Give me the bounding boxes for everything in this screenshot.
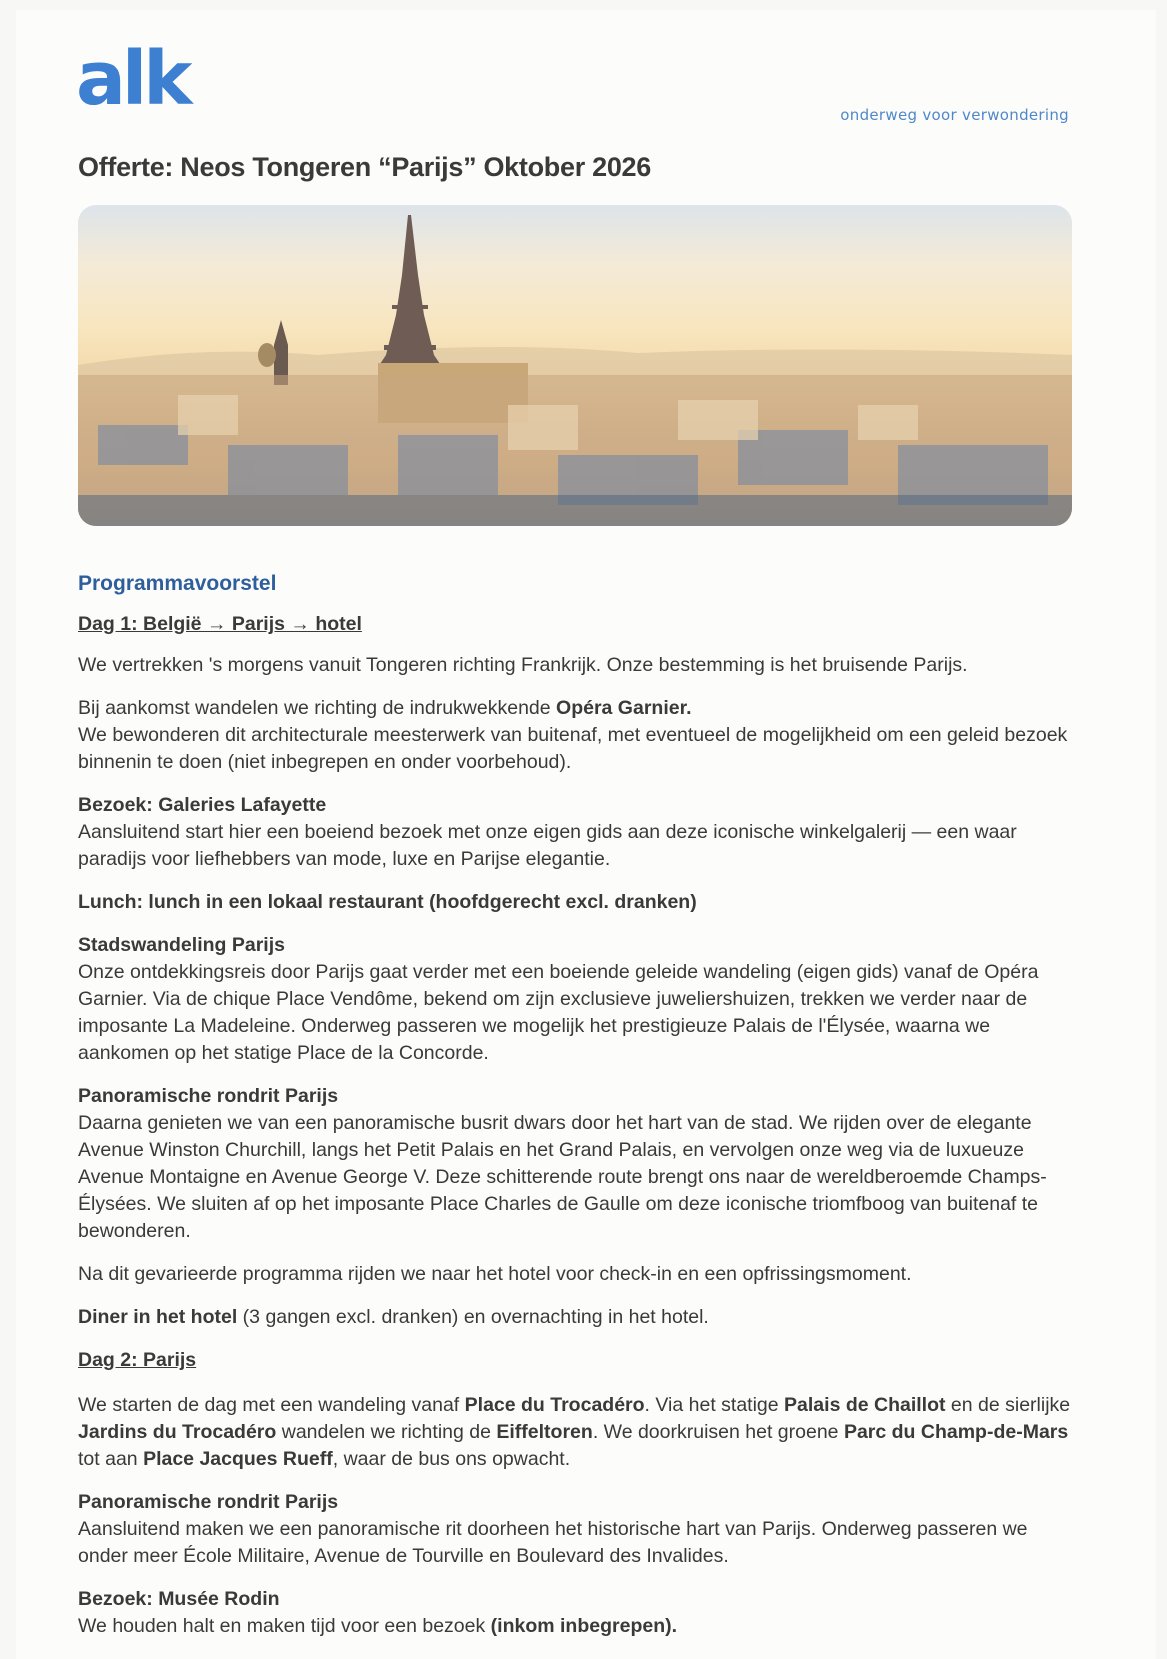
visit-rodin-text: We houden halt en maken tijd voor een bezoek <box>78 1615 491 1637</box>
visit-rodin <box>78 1586 1078 1640</box>
landmark-name: Place Jacques Rueff <box>143 1448 333 1470</box>
city-walk <box>78 932 1078 1067</box>
panoramic-tour-1 <box>78 1083 1078 1245</box>
paris-skyline-illustration <box>78 205 1072 526</box>
day-1-intro: We vertrekken 's morgens vanuit Tongeren richting Frankrijk. Onze bestemming is het bruisende Parijs. <box>78 654 968 676</box>
visit-galeries <box>78 792 1078 873</box>
hotel-checkin: Na dit gevarieerde programma rijden we naar het hotel voor check-in en een opfrissingsmoment. <box>78 1263 912 1285</box>
opera-description: We bewonderen dit architecturale meesterwerk van buitenaf, met eventueel de mogelijkheid om een geleid bezoek binnenin te doen (niet inbegrepen en onder voorbehoud). <box>78 724 1068 773</box>
dinner-bold: Diner in het hotel <box>78 1306 238 1328</box>
visit-rodin-included: (inkom inbegrepen). <box>490 1615 678 1637</box>
city-walk-title: Stadswandeling Parijs <box>78 934 285 956</box>
panoramic-tour-2-title: Panoramische rondrit Parijs <box>78 1491 339 1513</box>
landmark-name: Palais de Chaillot <box>784 1394 946 1416</box>
panoramic-tour-1-title: Panoramische rondrit Parijs <box>78 1085 339 1107</box>
walk-text: wandelen we richting de <box>276 1421 497 1443</box>
program-content <box>78 570 1078 1656</box>
landmark-name: Eiffeltoren <box>496 1421 593 1443</box>
walk-text: , waar de bus ons opwacht. <box>332 1448 571 1470</box>
walk-text: . We doorkruisen het groene <box>592 1421 844 1443</box>
opera-name: Opéra Garnier. <box>556 697 692 719</box>
day-1-title: Dag 1: België → Parijs → hotel <box>78 613 362 635</box>
opera-paragraph <box>78 695 1078 776</box>
opera-intro-text: Bij aankomst wandelen we richting de indrukwekkende <box>78 697 557 719</box>
panoramic-tour-2 <box>78 1489 1078 1570</box>
visit-galeries-text: Aansluitend start hier een boeiend bezoek met onze eigen gids aan deze iconische winkelgalerij — een waar paradijs voor liefhebbers van mode, luxe en Parijse elegantie. <box>78 821 1017 870</box>
walk-text: . Via het statige <box>644 1394 785 1416</box>
landmark-name: Parc du Champ-de-Mars <box>843 1421 1069 1443</box>
foreground-roofs <box>78 495 1072 526</box>
day-2-walk <box>78 1392 1078 1473</box>
page-title: Offerte: Neos Tongeren “Parijs” Oktober 2026 <box>78 152 651 182</box>
walk-text: en de sierlijke <box>945 1394 1071 1416</box>
hero-image-paris-skyline <box>78 205 1072 526</box>
dinner-line <box>78 1304 1078 1331</box>
panoramic-tour-1-text: Daarna genieten we van een panoramische busrit dwars door het hart van de stad. We rijden over de elegante Avenue Winston Churchill, langs het Petit Palais en het Grand Palais, en vervolgen onze weg via de luxueuze Avenue Montaigne en Avenue George V. Deze schitterende route brengt ons naar de wereldberoemde Champs-Élysées. We sluiten af op het imposante Place Charles de Gaulle om deze iconische triomfboog van buitenaf te bewonderen. <box>78 1112 1047 1242</box>
tagline: onderweg voor verwondering <box>840 106 1069 124</box>
landmark-name: Jardins du Trocadéro <box>78 1421 277 1443</box>
day-2-title: Dag 2: Parijs <box>78 1349 197 1371</box>
city-walk-text: Onze ontdekkingsreis door Parijs gaat verder met een boeiende geleide wandeling (eigen gids) vanaf de Opéra Garnier. Via de chique Place Vendôme, bekend om zijn exclusieve juweliershuizen, trekken we verder naar de imposante La Madeleine. Onderweg passeren we mogelijk het prestigieuze Palais de l'Élysée, waarna we aankomen op het statige Place de la Concorde. <box>78 961 1039 1064</box>
visit-galeries-title: Bezoek: Galeries Lafayette <box>78 794 327 816</box>
walk-text: tot aan <box>78 1448 144 1470</box>
section-title: Programmavoorstel <box>78 572 277 595</box>
visit-rodin-title: Bezoek: Musée Rodin <box>78 1588 280 1610</box>
alk-logo: alk <box>76 36 189 122</box>
landmark-name: Place du Trocadéro <box>464 1394 645 1416</box>
eiffel-tower-icon <box>378 215 442 367</box>
walk-text: We starten de dag met een wandeling vanaf <box>78 1394 465 1416</box>
dinner-rest: (3 gangen excl. dranken) en overnachting in het hotel. <box>237 1306 709 1328</box>
lunch-line: Lunch: lunch in een lokaal restaurant (hoofdgerecht excl. dranken) <box>78 891 697 913</box>
panoramic-tour-2-text: Aansluitend maken we een panoramische rit doorheen het historische hart van Parijs. Onderweg passeren we onder meer École Militaire, Avenue de Tourville en Boulevard des Invalides. <box>78 1518 1028 1567</box>
